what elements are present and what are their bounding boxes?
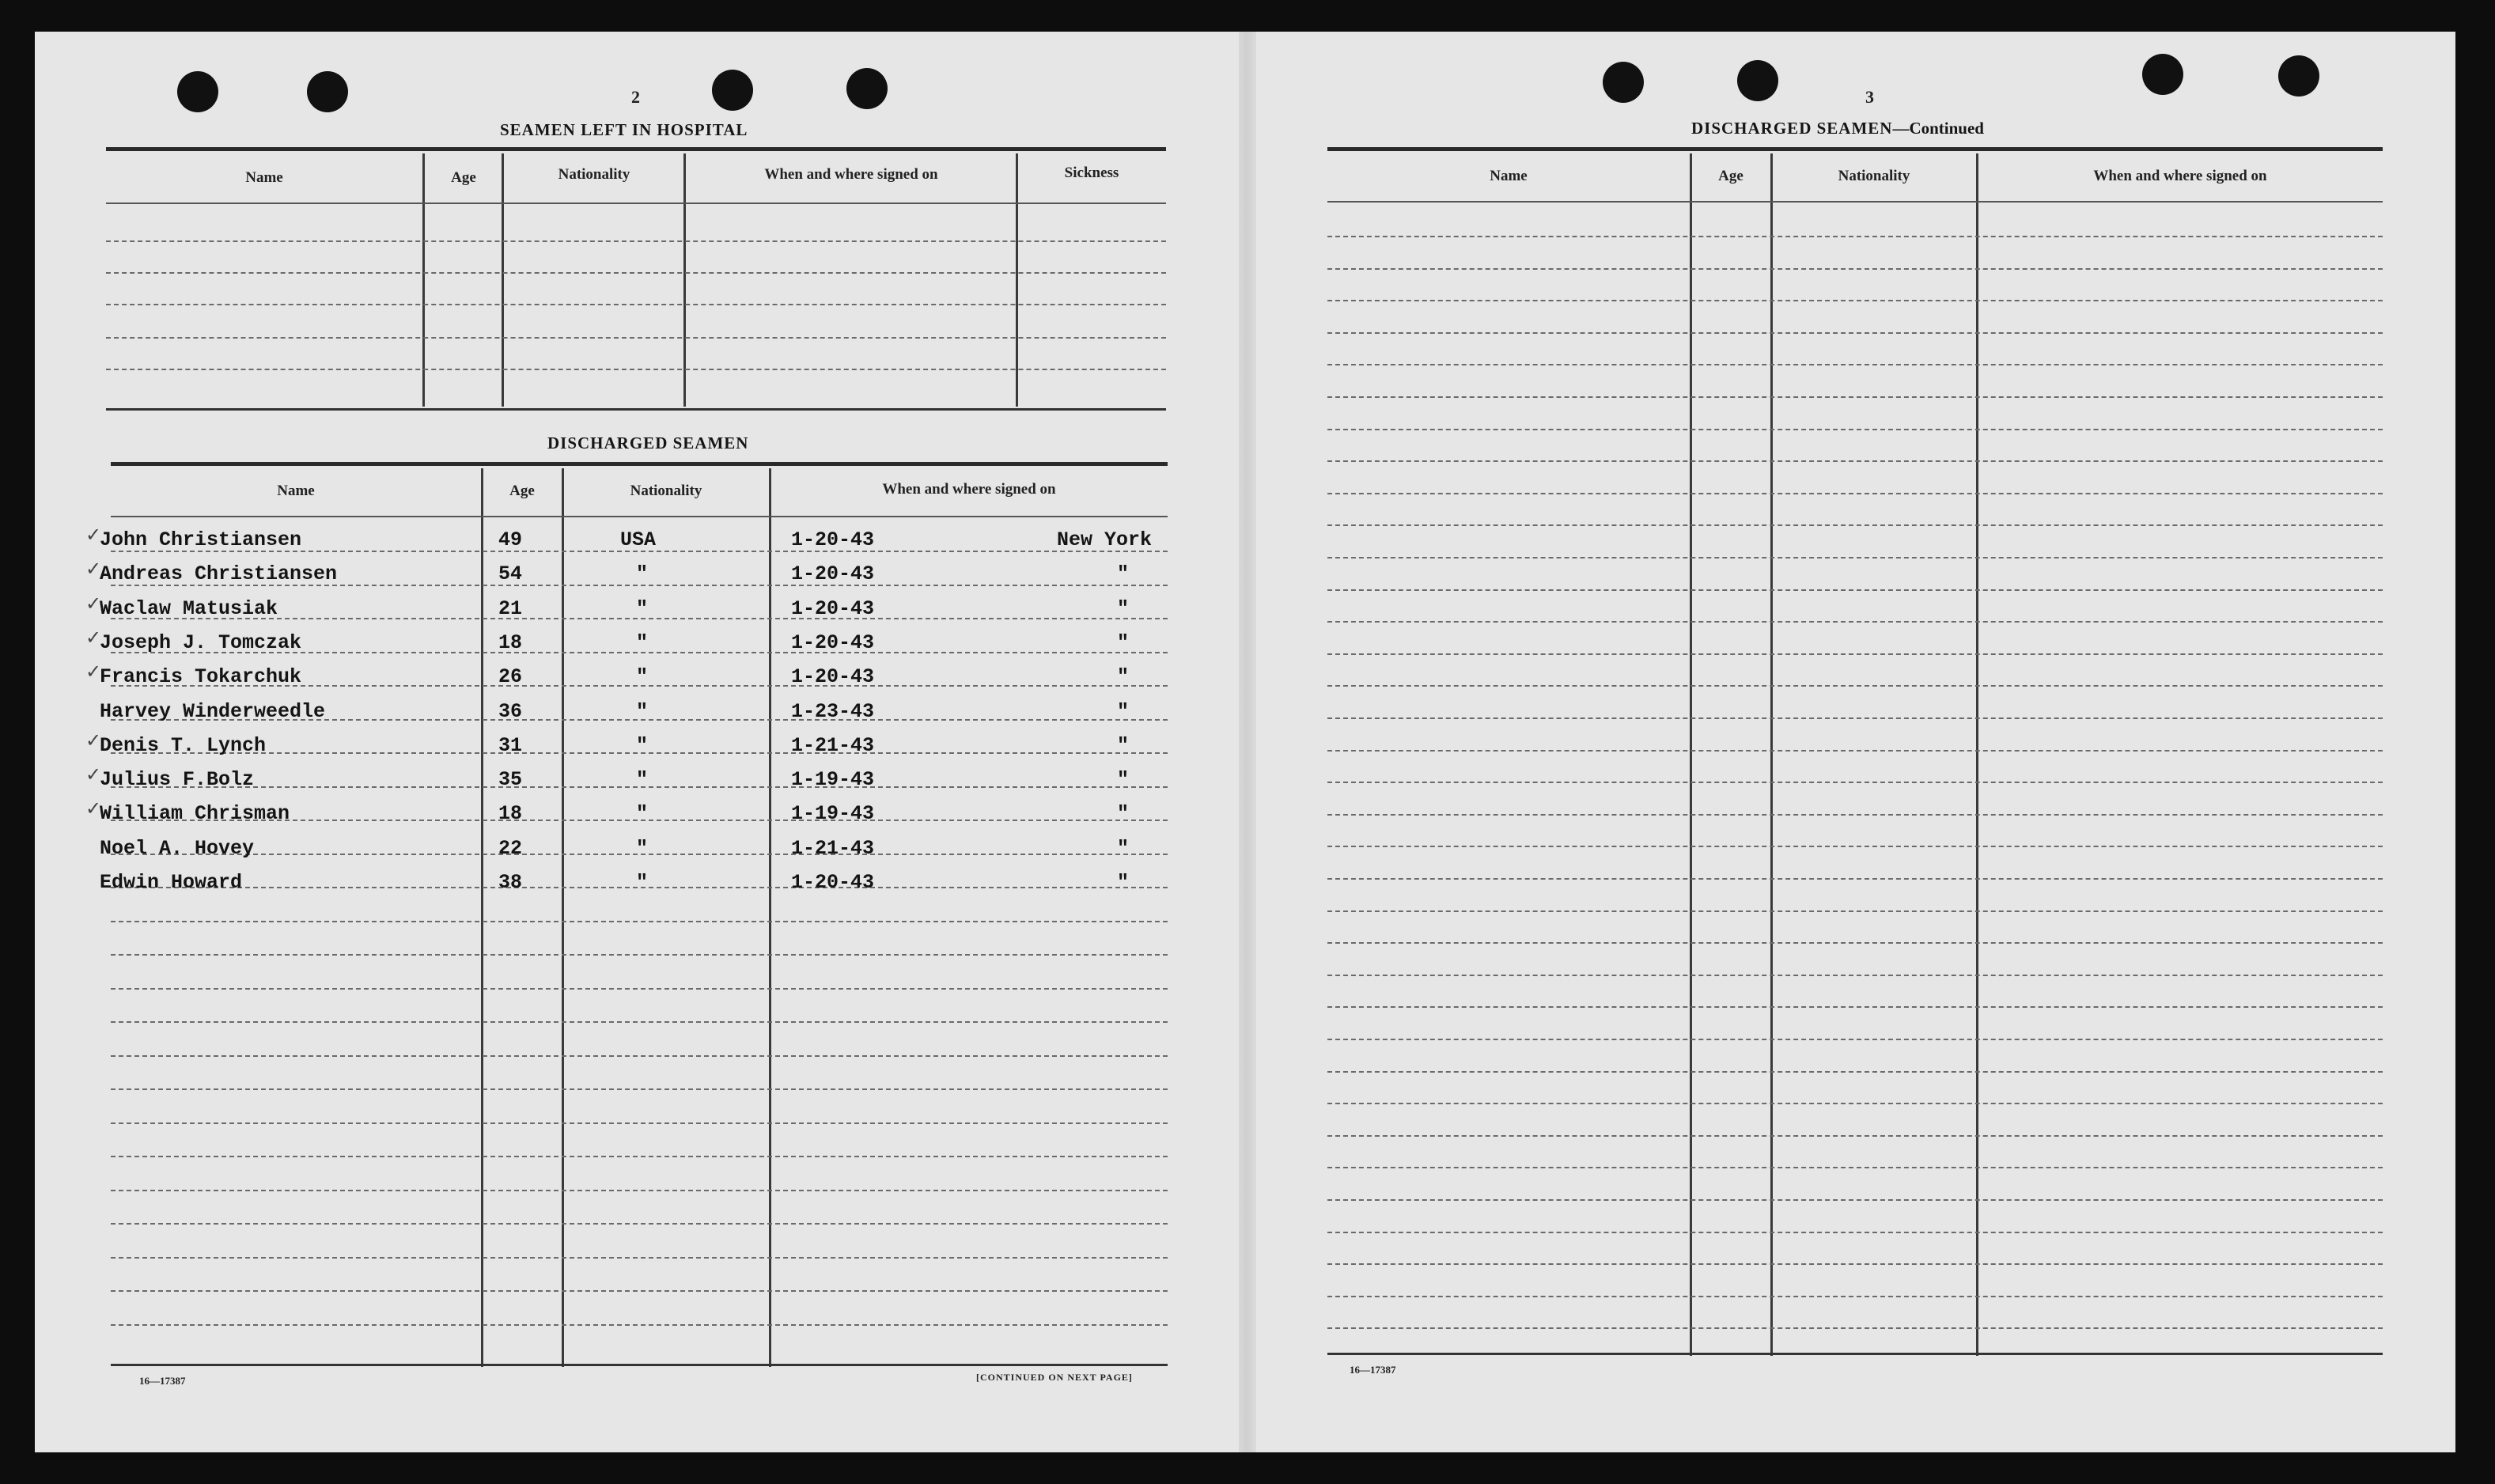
ruling-line bbox=[111, 1190, 1168, 1191]
ruling-line bbox=[1327, 1199, 2383, 1201]
discharged-continued-title bbox=[1691, 119, 1984, 138]
column-header-name: Name bbox=[277, 483, 315, 499]
discharged-table bbox=[85, 462, 1168, 1372]
ruling-line bbox=[1327, 364, 2383, 365]
ruling-line bbox=[1327, 1232, 2383, 1233]
hospital-table bbox=[106, 147, 1166, 413]
ruling-line bbox=[1327, 621, 2383, 623]
table-row bbox=[85, 524, 1168, 562]
ruling-line bbox=[1327, 685, 2383, 687]
seaman-age: 36 bbox=[498, 699, 523, 723]
title-suffix: —Continued bbox=[1892, 119, 1984, 138]
seaman-nationality: " bbox=[636, 768, 649, 792]
seaman-nationality: " bbox=[636, 836, 649, 860]
ruling-line bbox=[1327, 1296, 2383, 1297]
signed-on-place: New York bbox=[1057, 528, 1153, 551]
punch-hole bbox=[712, 70, 753, 111]
punch-hole bbox=[1737, 60, 1778, 101]
signed-on-date: 1-20-43 bbox=[791, 665, 875, 689]
table-row bbox=[85, 797, 1168, 836]
ruling-line bbox=[1327, 1103, 2383, 1104]
signed-on-place: " bbox=[1117, 733, 1130, 757]
discharged-continued-table bbox=[1327, 147, 2383, 1357]
page-fold bbox=[1239, 32, 1256, 1452]
signed-on-date: 1-21-43 bbox=[791, 733, 875, 757]
signed-on-date: 1-19-43 bbox=[791, 802, 875, 826]
ruling-line bbox=[111, 921, 1168, 922]
ruling-line bbox=[1327, 332, 2383, 334]
signed-on-place: " bbox=[1117, 836, 1130, 860]
ruling-line bbox=[111, 1290, 1168, 1292]
table-row bbox=[85, 592, 1168, 631]
punch-hole bbox=[2142, 54, 2183, 95]
seaman-nationality: " bbox=[636, 733, 649, 757]
check-mark-icon: ✓ bbox=[85, 592, 102, 615]
seaman-name: Francis Tokarchuk bbox=[100, 665, 302, 689]
ruling-line bbox=[111, 1156, 1168, 1157]
ruling-line bbox=[1327, 1071, 2383, 1073]
signed-on-date: 1-23-43 bbox=[791, 699, 875, 723]
check-mark-icon: ✓ bbox=[85, 661, 102, 683]
table-row bbox=[100, 699, 1168, 734]
signed-on-date: 1-20-43 bbox=[791, 630, 875, 654]
signed-on-date: 1-19-43 bbox=[791, 768, 875, 792]
ruling-line bbox=[1327, 1039, 2383, 1040]
seaman-name: Harvey Winderweedle bbox=[100, 699, 326, 723]
column-header-signed-on: When and where signed on bbox=[882, 481, 1056, 498]
signed-on-place: " bbox=[1117, 802, 1130, 826]
seaman-age: 22 bbox=[498, 836, 523, 860]
column-header-sickness: Sickness bbox=[1064, 165, 1119, 181]
seaman-name: Denis T. Lynch bbox=[100, 733, 267, 757]
column-header-signed-on: When and where signed on bbox=[2093, 168, 2267, 184]
seaman-age: 54 bbox=[498, 562, 523, 586]
ruling-line bbox=[111, 1021, 1168, 1023]
punch-hole bbox=[2278, 55, 2319, 97]
seaman-name: William Chrisman bbox=[100, 802, 290, 826]
seaman-age: 18 bbox=[498, 630, 523, 654]
seaman-age: 21 bbox=[498, 596, 523, 620]
seaman-nationality: " bbox=[636, 596, 649, 620]
ruling-line bbox=[111, 1122, 1168, 1124]
signed-on-date: 1-20-43 bbox=[791, 871, 875, 894]
column-header-signed-on: When and where signed on bbox=[764, 166, 938, 183]
ruling-line bbox=[1327, 942, 2383, 944]
ruling-line bbox=[1327, 1167, 2383, 1168]
ruling-line bbox=[111, 1257, 1168, 1259]
seaman-nationality: USA bbox=[620, 528, 657, 551]
seaman-age: 35 bbox=[498, 768, 523, 792]
ruling-line bbox=[1327, 910, 2383, 912]
check-mark-icon: ✓ bbox=[85, 763, 102, 786]
ruling-line bbox=[1327, 493, 2383, 494]
check-mark-icon: ✓ bbox=[85, 558, 102, 581]
check-mark-icon: ✓ bbox=[85, 626, 102, 649]
seaman-nationality: " bbox=[636, 665, 649, 689]
signed-on-place: " bbox=[1117, 596, 1130, 620]
ruling-line bbox=[1327, 878, 2383, 880]
continued-note: [CONTINUED ON NEXT PAGE] bbox=[976, 1372, 1133, 1383]
seaman-name: John Christiansen bbox=[100, 528, 302, 551]
check-mark-icon: ✓ bbox=[85, 524, 102, 546]
ruling-line bbox=[1327, 460, 2383, 462]
ruling-line bbox=[1327, 782, 2383, 783]
ruling-line bbox=[1327, 846, 2383, 847]
ruling-line bbox=[1327, 300, 2383, 301]
ruling-line bbox=[1327, 236, 2383, 237]
form-number: 16—17387 bbox=[1350, 1364, 1396, 1376]
ruling-line bbox=[1327, 750, 2383, 751]
check-mark-icon: ✓ bbox=[85, 729, 102, 751]
ruling-line bbox=[1327, 396, 2383, 398]
punch-hole bbox=[1603, 62, 1644, 103]
column-header-age: Age bbox=[509, 483, 535, 499]
ruling-line bbox=[1327, 589, 2383, 591]
seaman-name: Edwin Howard bbox=[100, 871, 243, 894]
ruling-line bbox=[1327, 268, 2383, 270]
signed-on-place: " bbox=[1117, 630, 1130, 654]
ruling-line bbox=[111, 954, 1168, 956]
seaman-nationality: " bbox=[636, 699, 649, 723]
page-number: 3 bbox=[1865, 87, 1874, 107]
seaman-age: 38 bbox=[498, 871, 523, 894]
punch-hole bbox=[307, 71, 348, 112]
seaman-age: 18 bbox=[498, 802, 523, 826]
form-number: 16—17387 bbox=[139, 1375, 186, 1387]
ruling-line bbox=[111, 988, 1168, 990]
signed-on-place: " bbox=[1117, 768, 1130, 792]
column-header-nationality: Nationality bbox=[1838, 168, 1910, 184]
table-row bbox=[100, 836, 1168, 871]
signed-on-place: " bbox=[1117, 871, 1130, 894]
seaman-name: Joseph J. Tomczak bbox=[100, 630, 302, 654]
seaman-age: 49 bbox=[498, 528, 523, 551]
signed-on-place: " bbox=[1117, 699, 1130, 723]
ruling-line bbox=[1327, 524, 2383, 526]
signed-on-place: " bbox=[1117, 665, 1130, 689]
page-number: 2 bbox=[631, 87, 640, 107]
check-mark-icon: ✓ bbox=[85, 797, 102, 820]
signed-on-date: 1-20-43 bbox=[791, 528, 875, 551]
seaman-nationality: " bbox=[636, 871, 649, 894]
ruling-line bbox=[1327, 1327, 2383, 1329]
ruling-line bbox=[1327, 1263, 2383, 1265]
punch-hole bbox=[846, 68, 888, 109]
ruling-line bbox=[1327, 1006, 2383, 1008]
ruling-line bbox=[1327, 1135, 2383, 1137]
seaman-name: Julius F.Bolz bbox=[100, 768, 255, 792]
discharged-section-title: DISCHARGED SEAMEN bbox=[547, 433, 749, 452]
table-row bbox=[85, 558, 1168, 596]
ruling-line bbox=[1327, 814, 2383, 816]
column-header-name: Name bbox=[1490, 168, 1528, 184]
table-row bbox=[85, 729, 1168, 768]
seaman-nationality: " bbox=[636, 562, 649, 586]
column-header-name: Name bbox=[245, 169, 283, 186]
table-row bbox=[85, 626, 1168, 665]
signed-on-date: 1-21-43 bbox=[791, 836, 875, 860]
seaman-age: 31 bbox=[498, 733, 523, 757]
ruling-line bbox=[1327, 653, 2383, 655]
ruling-line bbox=[111, 1055, 1168, 1057]
column-header-age: Age bbox=[451, 169, 476, 186]
ruling-line bbox=[1327, 717, 2383, 719]
title-main: DISCHARGED SEAMEN bbox=[1691, 119, 1893, 138]
signed-on-date: 1-20-43 bbox=[791, 596, 875, 620]
signed-on-place: " bbox=[1117, 562, 1130, 586]
seaman-age: 26 bbox=[498, 665, 523, 689]
punch-hole bbox=[177, 71, 218, 112]
column-header-nationality: Nationality bbox=[558, 166, 630, 183]
column-header-nationality: Nationality bbox=[630, 483, 702, 499]
seaman-nationality: " bbox=[636, 802, 649, 826]
ruling-line bbox=[1327, 557, 2383, 558]
table-row bbox=[85, 763, 1168, 802]
seaman-nationality: " bbox=[636, 630, 649, 654]
ruling-line bbox=[111, 1324, 1168, 1326]
ruling-line bbox=[111, 1223, 1168, 1225]
table-row bbox=[85, 661, 1168, 699]
ruling-line bbox=[1327, 975, 2383, 976]
seaman-name: Noel A. Hovey bbox=[100, 836, 255, 860]
column-header-age: Age bbox=[1718, 168, 1743, 184]
table-row bbox=[100, 871, 1168, 905]
ruling-line bbox=[111, 1088, 1168, 1090]
ruling-line bbox=[1327, 429, 2383, 430]
signed-on-date: 1-20-43 bbox=[791, 562, 875, 586]
hospital-section-title: SEAMEN LEFT IN HOSPITAL bbox=[500, 120, 748, 139]
seaman-name: Waclaw Matusiak bbox=[100, 596, 278, 620]
seaman-name: Andreas Christiansen bbox=[100, 562, 338, 586]
